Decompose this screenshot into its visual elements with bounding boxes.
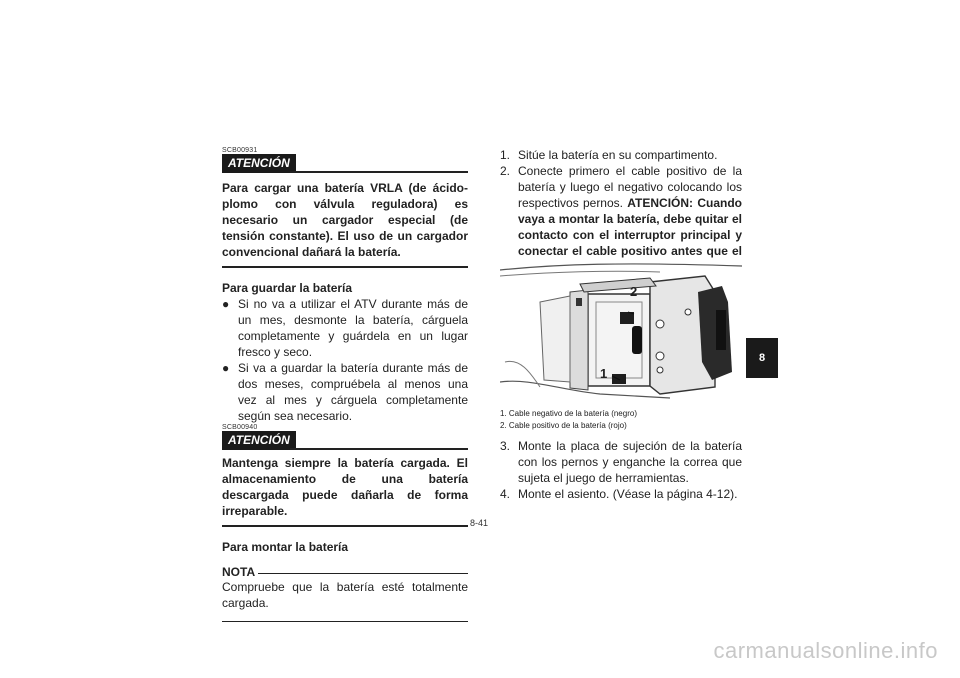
- caution-end-rule: [222, 266, 468, 268]
- caution-rule: [290, 171, 468, 173]
- caution-block-2: [222, 424, 468, 529]
- step-item: 1. Sitúe la batería en su compartimento.: [500, 148, 718, 162]
- step-item: 4. Monte el asiento. (Véase la página 4-12).: [500, 487, 738, 501]
- nota-block: [222, 563, 468, 625]
- caution-code: SCB00931: [222, 147, 258, 154]
- step-item: 3. Monte la placa de sujeción de la batería con los pernos y enganche la correa que sujeta el juego de herramientas.: [500, 439, 742, 485]
- bullet-icon: ●: [222, 297, 230, 311]
- watermark-text: carmanualsonline.info: [713, 638, 938, 663]
- inline-caution: ATENCIÓN: Cuando vaya a montar la batería, debe quitar el contacto con el interruptor principal y conectar el cable positivo antes que el: [518, 196, 742, 258]
- nota-rule: [258, 573, 468, 574]
- callout-2: 2: [630, 284, 638, 299]
- caption-item: 1. Cable negativo de la batería (negro): [500, 409, 637, 418]
- caption-item: 2. Cable positivo de la batería (rojo): [500, 421, 627, 430]
- caution-code: SCB00940: [222, 424, 258, 431]
- nota-end-rule: [222, 621, 468, 622]
- list-item: ● Si va a guardar la batería durante más de dos meses, compruébela al menos una vez al mes y cárguela completamente según sea necesario.: [222, 361, 468, 423]
- list-item: ● Si no va a utilizar el ATV durante más de un mes, desmonte la batería, cárguela completamente y guárdela en un lugar fresco y seco.: [222, 297, 468, 359]
- battery-compartment-illustration: [500, 262, 742, 405]
- install-heading: Para montar la batería: [222, 540, 349, 554]
- nota-label: NOTA: [222, 565, 256, 579]
- caution-text: Para cargar una batería VRLA (de ácido-plomo con válvula reguladora) es necesario un cargador especial (de tensión constante). El uso de un cargador convencional dañará la batería.: [222, 181, 468, 259]
- step-item: 2. Conecte primero el cable positivo de la batería y luego el negativo colocando los respectivos pernos. ATENCIÓN: Cuando vaya a montar la batería, debe quitar el contacto con el interruptor principal y conectar el cable positivo antes que el: [500, 163, 742, 295]
- storage-heading: Para guardar la batería: [222, 281, 353, 295]
- callout-1: 1: [600, 366, 608, 381]
- nota-text: Compruebe que la batería esté totalmente cargada.: [222, 580, 468, 610]
- right-column-lower: [500, 438, 742, 502]
- caution-text: Mantenga siempre la batería cargada. El almacenamiento de una batería descargada puede dañarla de forma irreparable.: [222, 456, 468, 518]
- caution-block-1: [222, 147, 468, 270]
- chapter-tab: 8: [746, 338, 778, 378]
- caution-label: ATENCIÓN: [222, 154, 296, 173]
- page-number: 8-41: [470, 518, 489, 528]
- caution-label: ATENCIÓN: [222, 431, 296, 450]
- left-column: [222, 147, 468, 625]
- figure-captions: [500, 408, 742, 432]
- caution-end-rule: [222, 525, 468, 527]
- bullet-icon: ●: [222, 361, 230, 375]
- battery-photo: [500, 262, 742, 405]
- caution-rule: [290, 448, 468, 450]
